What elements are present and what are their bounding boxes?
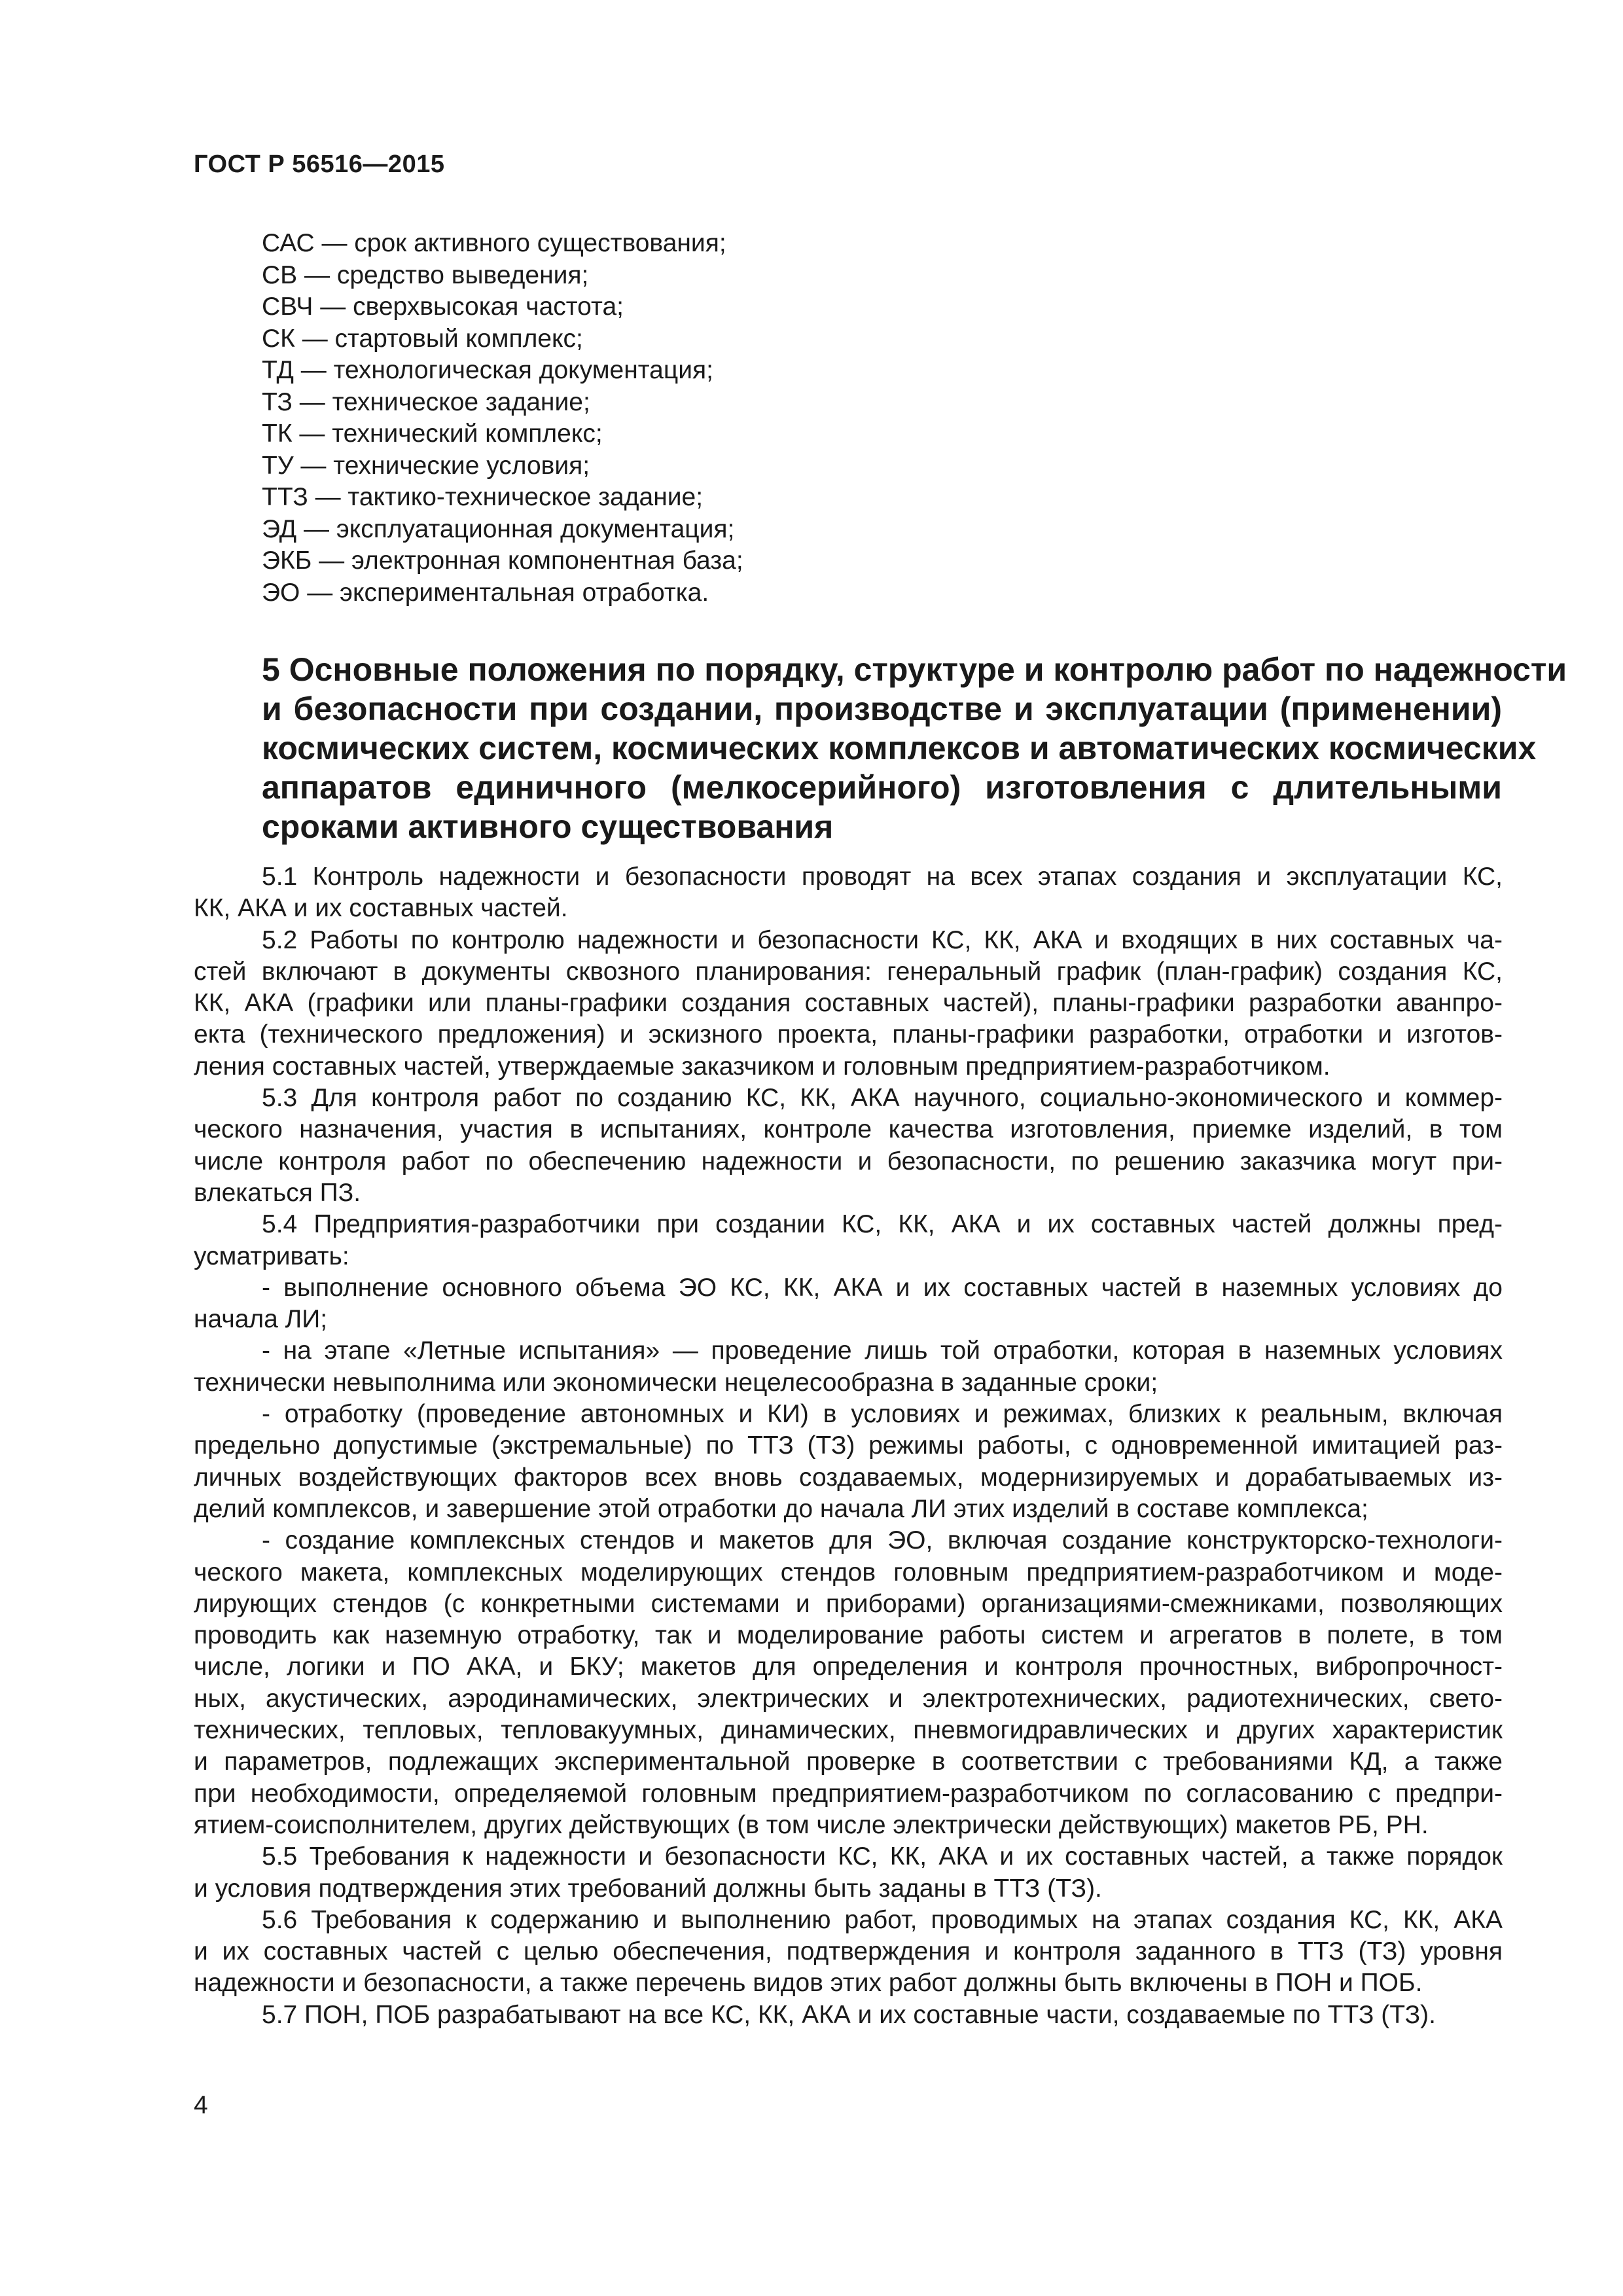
text-line: и условия подтверждения этих требований должны быть заданы в ТТЗ (ТЗ). <box>194 1874 1102 1903</box>
text-line: проводить как наземную отработку, так и моделирование работы систем и агрегатов в полете, в том <box>194 1621 1503 1650</box>
text-line: делий комплексов, и завершение этой отработки до начала ЛИ этих изделий в составе комплекса; <box>194 1494 1368 1523</box>
section-heading-line: 5 Основные положения по порядку, структуре и контролю работ по надежности <box>262 651 1567 688</box>
text-line: числе контроля работ по обеспечению надежности и безопасности, по решению заказчика могут при- <box>194 1147 1503 1175</box>
text-line: ятием-соисполнителем, других действующих (в том числе электрически действующих) макетов РБ, РН. <box>194 1810 1429 1839</box>
abbreviation-item: ЭД — эксплуатационная документация; <box>262 514 735 543</box>
abbreviation-list <box>262 228 1505 609</box>
text-line: усматривать: <box>194 1242 349 1270</box>
abbreviation-item: САС — срок активного существования; <box>262 229 726 257</box>
text-line: технических, тепловых, тепловакуумных, динамических, пневмогидравлических и других характеристик <box>194 1716 1503 1745</box>
text-line: КК, АКА и их составных частей. <box>194 894 568 923</box>
text-line: 5.3 Для контроля работ по созданию КС, КК, АКА научного, социально-экономического и коммер- <box>262 1084 1503 1113</box>
text-line: екта (технического предложения) и эскизного проекта, планы-графики разработки, отработки и изготов- <box>194 1020 1503 1049</box>
text-line: 5.4 Предприятия-разработчики при создании КС, КК, АКА и их составных частей должны пред- <box>262 1210 1503 1239</box>
section-body <box>194 861 1503 2031</box>
text-line: 5.2 Работы по контролю надежности и безопасности КС, КК, АКА и входящих в них составных ча- <box>262 925 1503 954</box>
text-line: при необходимости, определяемой головным предприятием-разработчиком по согласованию с предпри- <box>194 1779 1503 1808</box>
text-line: 5.5 Требования к надежности и безопасности КС, КК, АКА и их составных частей, а также порядок <box>262 1842 1503 1871</box>
text-line: личных воздействующих факторов всех вновь создаваемых, модернизируемых и дорабатываемых из- <box>194 1463 1503 1492</box>
abbreviation-item: ТТЗ — тактико-техническое задание; <box>262 483 704 511</box>
abbreviation-item: ТУ — технические условия; <box>262 451 590 480</box>
text-line: - создание комплексных стендов и макетов для ЭО, включая создание конструкторско-технологи- <box>262 1526 1503 1555</box>
text-line: технически невыполнима или экономически нецелесообразна в заданные сроки; <box>194 1368 1158 1397</box>
text-line: - на этапе «Летные испытания» — проведение лишь той отработки, которая в наземных условиях <box>262 1336 1503 1365</box>
text-line: и их составных частей с целью обеспечения, подтверждения и контроля заданного в ТТЗ (ТЗ) уровня <box>194 1937 1503 1966</box>
text-line: ных, акустических, аэродинамических, электрических и электротехнических, радиотехнических, свето- <box>194 1684 1503 1713</box>
document-header: ГОСТ Р 56516—2015 <box>194 151 445 178</box>
text-line: 5.7 ПОН, ПОБ разрабатывают на все КС, КК, АКА и их составные части, создаваемые по ТТЗ (ТЗ). <box>262 2000 1436 2029</box>
text-line: - выполнение основного объема ЭО КС, КК, АКА и их составных частей в наземных условиях до <box>262 1273 1503 1302</box>
section-heading-line: сроками активного существования <box>262 808 834 845</box>
abbreviation-item: СВЧ — сверхвысокая частота; <box>262 293 624 321</box>
text-line: предельно допустимые (экстремальные) по ТТЗ (ТЗ) режимы работы, с одновременной имитацией раз- <box>194 1431 1503 1460</box>
text-line: числе, логики и ПО АКА, и БКУ; макетов для определения и контроля прочностных, вибропрочност- <box>194 1653 1503 1681</box>
text-line: ческого назначения, участия в испытаниях, контроле качества изготовления, приемке изделий, в том <box>194 1115 1503 1144</box>
text-line: стей включают в документы сквозного планирования: генеральный график (план-график) создания КС, <box>194 957 1503 986</box>
page-number: 4 <box>194 2091 208 2119</box>
text-line: ления составных частей, утверждаемые заказчиком и головным предприятием-разработчиком. <box>194 1052 1330 1081</box>
text-line: лирующих стендов (с конкретными системами и приборами) организациями-смежниками, позволяющих <box>194 1589 1503 1618</box>
text-line: 5.6 Требования к содержанию и выполнению работ, проводимых на этапах создания КС, КК, АКА <box>262 1905 1503 1934</box>
text-line: КК, АКА (графики или планы-графики создания составных частей), планы-графики разработки аванпро- <box>194 989 1503 1018</box>
section-heading <box>262 650 1567 846</box>
text-line: - отработку (проведение автономных и КИ) в условиях и режимах, близких к реальным, включая <box>262 1400 1503 1429</box>
abbreviation-item: ТЗ — техническое задание; <box>262 387 590 416</box>
abbreviation-item: СК — стартовый комплекс; <box>262 324 583 353</box>
abbreviation-item: ТК — технический комплекс; <box>262 420 603 448</box>
abbreviation-item: ЭКБ — электронная компонентная база; <box>262 547 743 575</box>
text-line: влекаться ПЗ. <box>194 1178 361 1207</box>
abbreviation-item: ЭО — экспериментальная отработка. <box>262 578 709 607</box>
abbreviation-item: СВ — средство выведения; <box>262 260 589 289</box>
text-line: 5.1 Контроль надежности и безопасности проводят на всех этапах создания и эксплуатации КС, <box>262 863 1503 891</box>
section-heading-line: и безопасности при создании, производстве и эксплуатации (применении) <box>262 691 1502 727</box>
section-heading-line: аппаратов единичного (мелкосерийного) изготовления с длительными <box>262 769 1502 806</box>
text-line: начала ЛИ; <box>194 1305 328 1334</box>
section-heading-line: космических систем, космических комплексов и автоматических космических <box>262 730 1537 766</box>
abbreviation-item: ТД — технологическая документация; <box>262 356 713 384</box>
text-line: надежности и безопасности, а также перечень видов этих работ должны быть включены в ПОН и ПОБ. <box>194 1969 1423 1998</box>
text-line: и параметров, подлежащих экспериментальной проверке в соответствии с требованиями КД, а также <box>194 1748 1503 1776</box>
text-line: ческого макета, комплексных моделирующих стендов головным предприятием-разработчиком и моде- <box>194 1558 1503 1587</box>
